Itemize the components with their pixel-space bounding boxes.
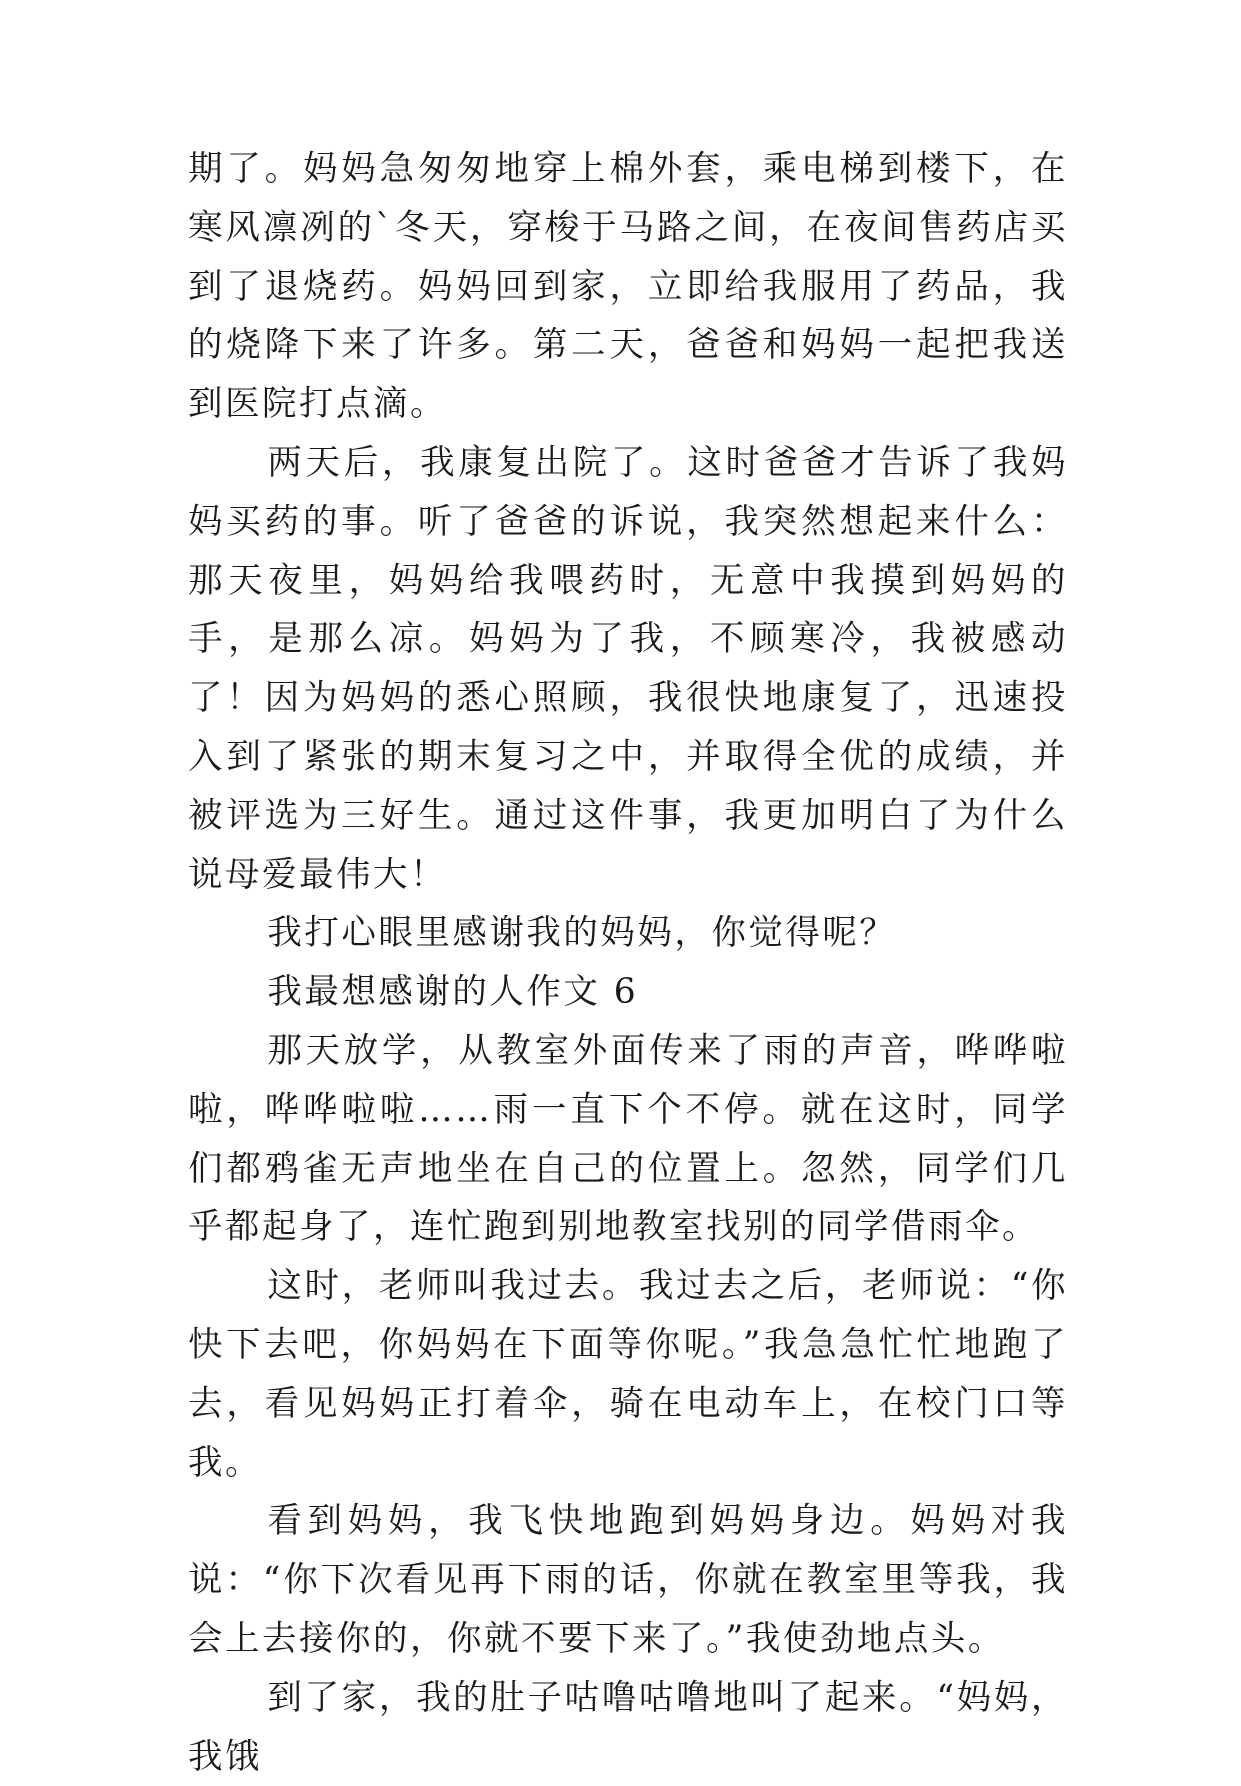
paragraph-recovery: 两天后，我康复出院了。这时爸爸才告诉了我妈妈买药的事。听了爸爸的诉说，我突然想起来什么：那天夜里，妈妈给我喂药时，无意中我摸到妈妈的手，是那么凉。妈妈为了我，不顾寒冷，我被感动了！因为妈妈的悉心照顾，我很快地康复了，迅速投入到了紧张的期末复习之中，并取得全优的成绩，并被评选为三好生。通过这件事，我更加明白了为什么说母爱最伟大！ [188, 442, 1068, 895]
paragraph-continuation: 期了。妈妈急匆匆地穿上棉外套，乘电梯到楼下，在寒风凛冽的`冬天，穿梭于马路之间，在夜间售药店买到了退烧药。妈妈回到家，立即给我服用了药品，我的烧降下来了许多。第二天，爸爸和妈妈一起把我送到医院打点滴。 [188, 149, 1068, 425]
paragraph-rain: 那天放学，从教室外面传来了雨的声音，哗哗啦啦，哗哗啦啦……雨一直下个不停。就在这时，同学们都鸦雀无声地坐在自己的位置上。忽然，同学们几乎都起身了，连忙跑到别地教室找别的同学借雨伞。 [188, 1030, 1068, 1248]
paragraph-gratitude: 我打心眼里感谢我的妈妈，你觉得呢？ [267, 913, 897, 954]
document-page [188, 140, 1068, 1786]
paragraph-home: 到了家，我的肚子咕噜咕噜地叫了起来。“妈妈，我饿 [188, 1677, 1068, 1777]
paragraph-mother-speech: 看到妈妈，我飞快地跑到妈妈身边。妈妈对我说：“你下次看见再下雨的话，你就在教室里等我，我会上去接你的，你就不要下来了。”我使劲地点头。 [188, 1501, 1068, 1659]
paragraph-teacher: 这时，老师叫我过去。我过去之后，老师说：“你快下去吧，你妈妈在下面等你呢。”我急急忙忙地跑了去，看见妈妈正打着伞，骑在电动车上，在校门口等我。 [188, 1266, 1068, 1483]
essay-heading: 我最想感谢的人作文 6 [267, 972, 639, 1013]
